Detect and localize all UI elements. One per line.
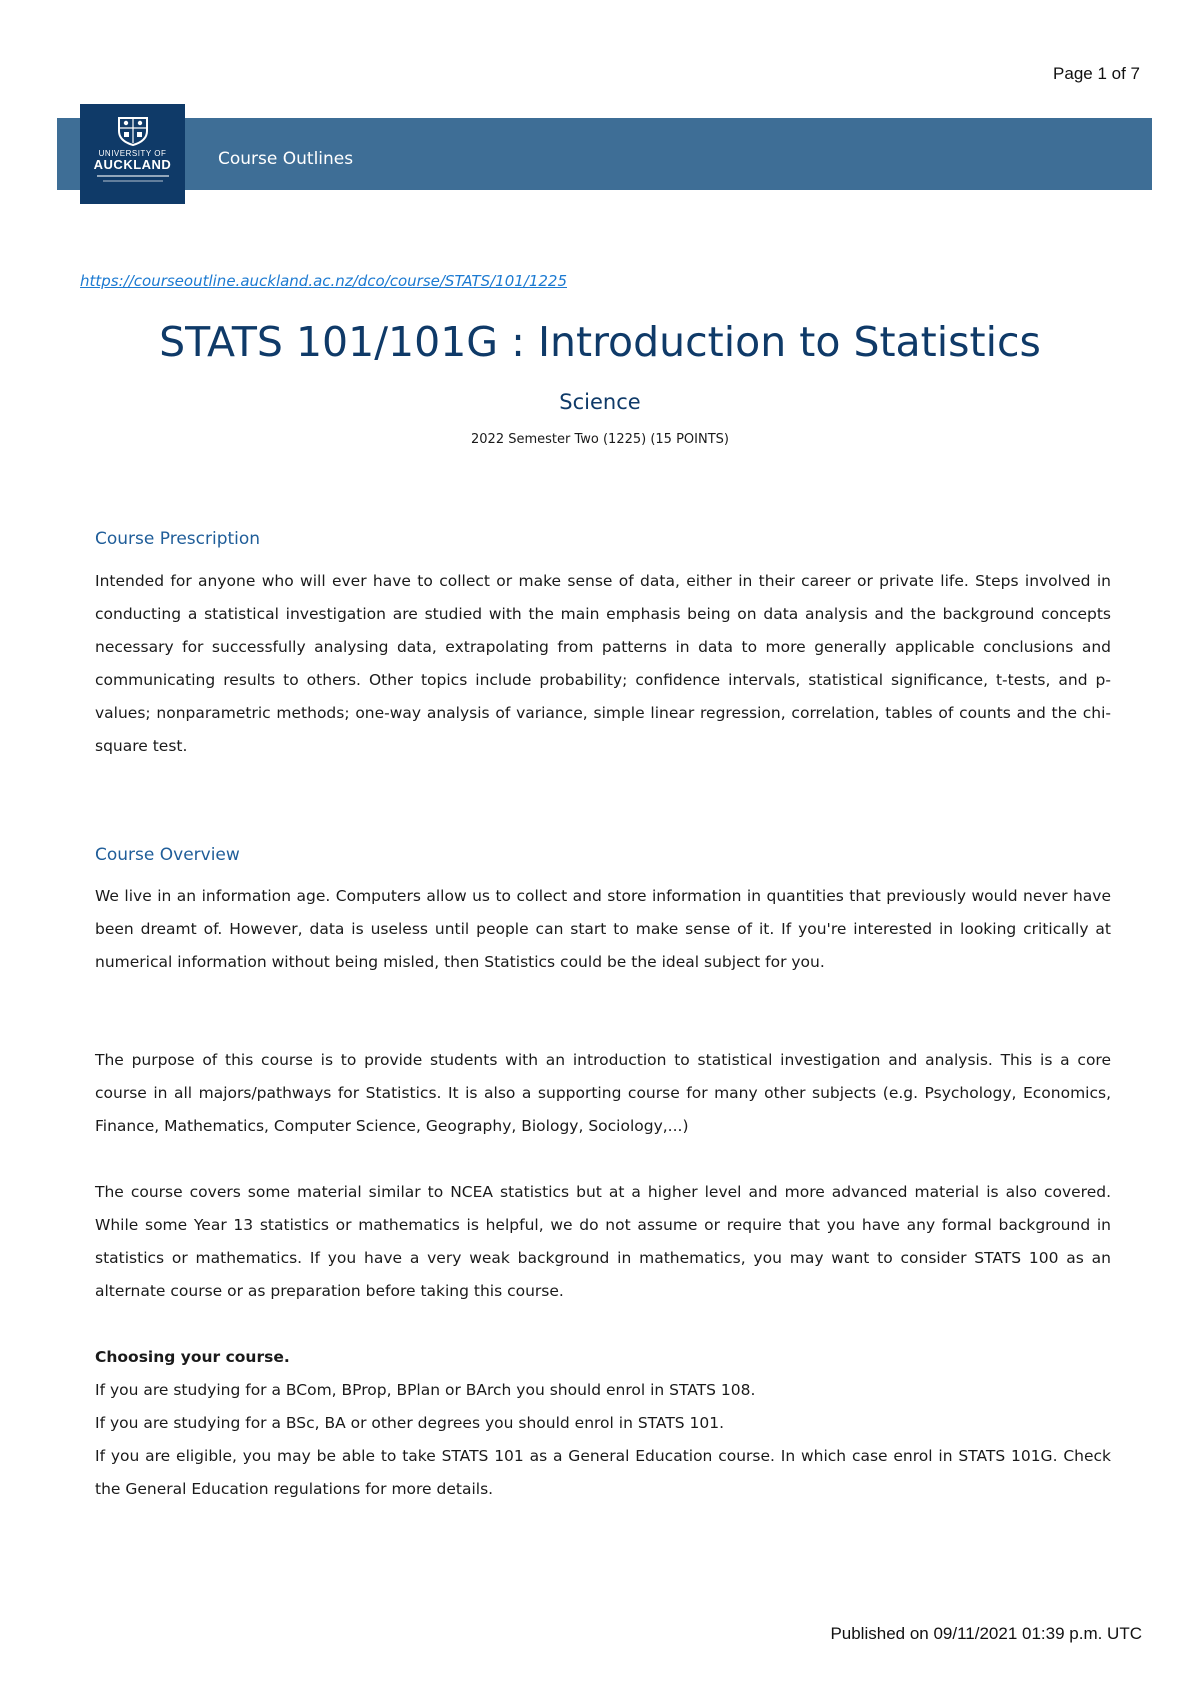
banner-title: Course Outlines — [218, 149, 354, 169]
published-date: Published on 09/11/2021 01:39 p.m. UTC — [830, 1624, 1142, 1643]
course-term: 2022 Semester Two (1225) (15 POINTS) — [471, 432, 729, 447]
choosing-course-line-1: If you are studying for a BCom, BProp, BPlan or BArch you should enrol in STATS 108. — [95, 1381, 756, 1399]
course-faculty: Science — [559, 390, 641, 414]
crest-icon — [116, 116, 150, 146]
logo-text-university-of: UNIVERSITY OF — [98, 149, 167, 158]
page-number: Page 1 of 7 — [1053, 64, 1140, 83]
prescription-heading: Course Prescription — [95, 529, 261, 549]
choosing-course-heading: Choosing your course. — [95, 1348, 290, 1366]
logo-tagline-bar — [97, 175, 169, 177]
choosing-course-line-2: If you are studying for a BSc, BA or other degrees you should enrol in STATS 101. — [95, 1414, 725, 1432]
logo-tagline-bar — [103, 180, 163, 182]
logo-text-auckland: AUCKLAND — [93, 157, 172, 172]
overview-paragraph-1: We live in an information age. Computers allow us to collect and store information in quantities that previously would never have been dreamt of. However, data is useless until people can start to make sense of it. If you're interested in looking critically at numerical information without being misled, then Statistics could be the ideal subject for you. — [95, 887, 1111, 971]
choosing-course-line-3: If you are eligible, you may be able to take STATS 101 as a General Education course. In which case enrol in STATS 101G. Check the General Education regulations for more details. — [95, 1447, 1111, 1498]
course-title: STATS 101/101G : Introduction to Statistics — [159, 318, 1041, 366]
overview-heading: Course Overview — [95, 845, 240, 865]
prescription-text: Intended for anyone who will ever have to collect or make sense of data, either in their career or private life. Steps involved in conducting a statistical investigation are studied with the main emphasis being on data analysis and the background concepts necessary for successfully analysing data, extrapolating from patterns in data to more generally applicable conclusions and communicating results to others. Other topics include probability; confidence intervals, statistical significance, t-tests, and p-values; nonparametric methods; one-way analysis of variance, simple linear regression, correlation, tables of counts and the chi-square test. — [95, 572, 1111, 755]
university-logo[interactable] — [80, 104, 185, 204]
course-outline-link[interactable]: https://courseoutline.auckland.ac.nz/dco/course/STATS/101/1225 — [80, 272, 568, 290]
overview-paragraph-3: The course covers some material similar to NCEA statistics but at a higher level and more advanced material is also covered. While some Year 13 statistics or mathematics is helpful, we do not assume or require that you have any formal background in statistics or mathematics. If you have a very weak background in mathematics, you may want to consider STATS 100 as an alternate course or as preparation before taking this course. — [95, 1183, 1111, 1300]
overview-paragraph-2: The purpose of this course is to provide students with an introduction to statistical investigation and analysis. This is a core course in all majors/pathways for Statistics. It is also a supporting course for many other subjects (e.g. Psychology, Economics, Finance, Mathematics, Computer Science, Geography, Biology, Sociology,...) — [95, 1051, 1111, 1135]
